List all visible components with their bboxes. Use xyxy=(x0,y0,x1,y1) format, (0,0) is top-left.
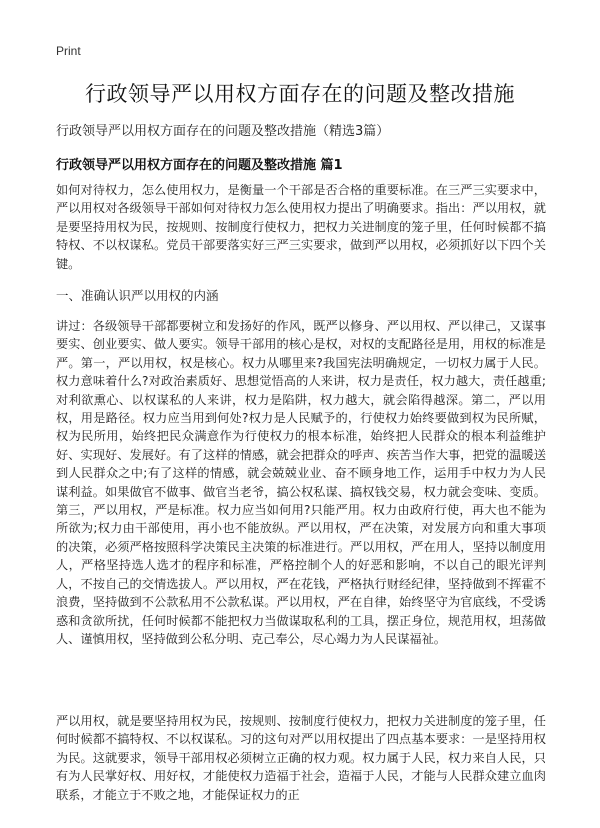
page-title: 行政领导严以用权方面存在的问题及整改措施 xyxy=(85,82,515,106)
subheading-1: 一、准确认识严以用权的内涵 xyxy=(56,288,219,303)
body-paragraph-1: 讲过：各级领导干部都要树立和发扬好的作风，既严以修身、严以用权、严以律己，又谋事要实、创业要实、做人要实。领导干部用的核心是权，对权的支配路径是用，用权的标准是严。第一，严以用权，权是核心。权力从哪里来?我国宪法明确规定，一切权力属于人民。权力意味着什么?对政治素质好、思想觉悟高的人来讲，权力是责任，权力越大，责任越重;对利欲熏心、以权谋私的人来讲，权力是陷阱，权力越大，就会陷得越深。第二，严以用权，用是路径。权力应当用到何处?权力是人民赋予的，行使权力始终要做到权为民所赋，权为民所用，始终把民众满意作为行使权力的根本标准，始终把人民群众的根本利益维护好、实现好、发展好。有了这样的情感，就会把群众的呼声、疾苦当作大事，把党的温暖送到人民群众之中;有了这样的情感，就会兢兢业业、奋不顾身地工作，运用手中权力为人民谋利益。如果做官不做事、做官当老爷，搞公权私谋、搞权钱交易，权力就会变味、变质。第三，严以用权，严是标准。权力应当如何用?只能严用。权力由政府行使，再大也不能为所欲为;权力由干部使用，再小也不能放纵。严以用权，严在决策，对发展方向和重大事项的决策，必须严格按照科学决策民主决策的标准进行。严以用权，严在用人，坚持以制度用人，严格坚持选人选才的程序和标准，严格控制个人的好恶和影响，不以自己的眼光评判人，不按自己的交情选拔人。严以用权，严在花钱，严格执行财经纪律，坚持做到不挥霍不浪费，坚持做到不公款私用不公款私谋。严以用权，严在自律，始终坚守为官底线，不受诱惑和贪欲所扰，任何时候都不能把权力当做谋取私利的工具，摆正身位，规范用权，坦荡做人、谨慎用权，坚持做到公私分明、克己奉公，尽心竭力为人民谋福祉。 xyxy=(56,319,546,646)
section-heading: 行政领导严以用权方面存在的问题及整改措施 篇1 xyxy=(56,158,343,173)
intro-paragraph: 如何对待权力，怎么使用权力，是衡量一个干部是否合格的重要标准。在三严三实要求中，严以用权对各级领导干部如何对待权力怎么使用权力提出了明确要求。指出：严以用权，就是要坚持用权为民，按规则、按制度行使权力，把权力关进制度的笼子里，任何时候都不搞特权、不以权谋私。党员干部要落实好三严三实要求，做到严以用权，必须抓好以下四个关键。 xyxy=(56,183,546,271)
body-paragraph-2: 严以用权，就是要坚持用权为民，按规则、按制度行使权力，把权力关进制度的笼子里，任何时候都不搞特权、不以权谋私。习的这句对严以用权提出了四点基本要求：一是坚持用权为民。这就要求，领导干部用权必须树立正确的权力观。权力属于人民，权力来自人民，只有为人民掌好权、用好权，才能使权力造福于社会，造福于人民，才能与人民群众建立血肉联系，才能立于不败之地，才能保证权力的正 xyxy=(56,714,546,802)
print-link[interactable]: Print xyxy=(56,44,81,58)
document-subtitle: 行政领导严以用权方面存在的问题及整改措施（精选3篇） xyxy=(56,124,390,139)
